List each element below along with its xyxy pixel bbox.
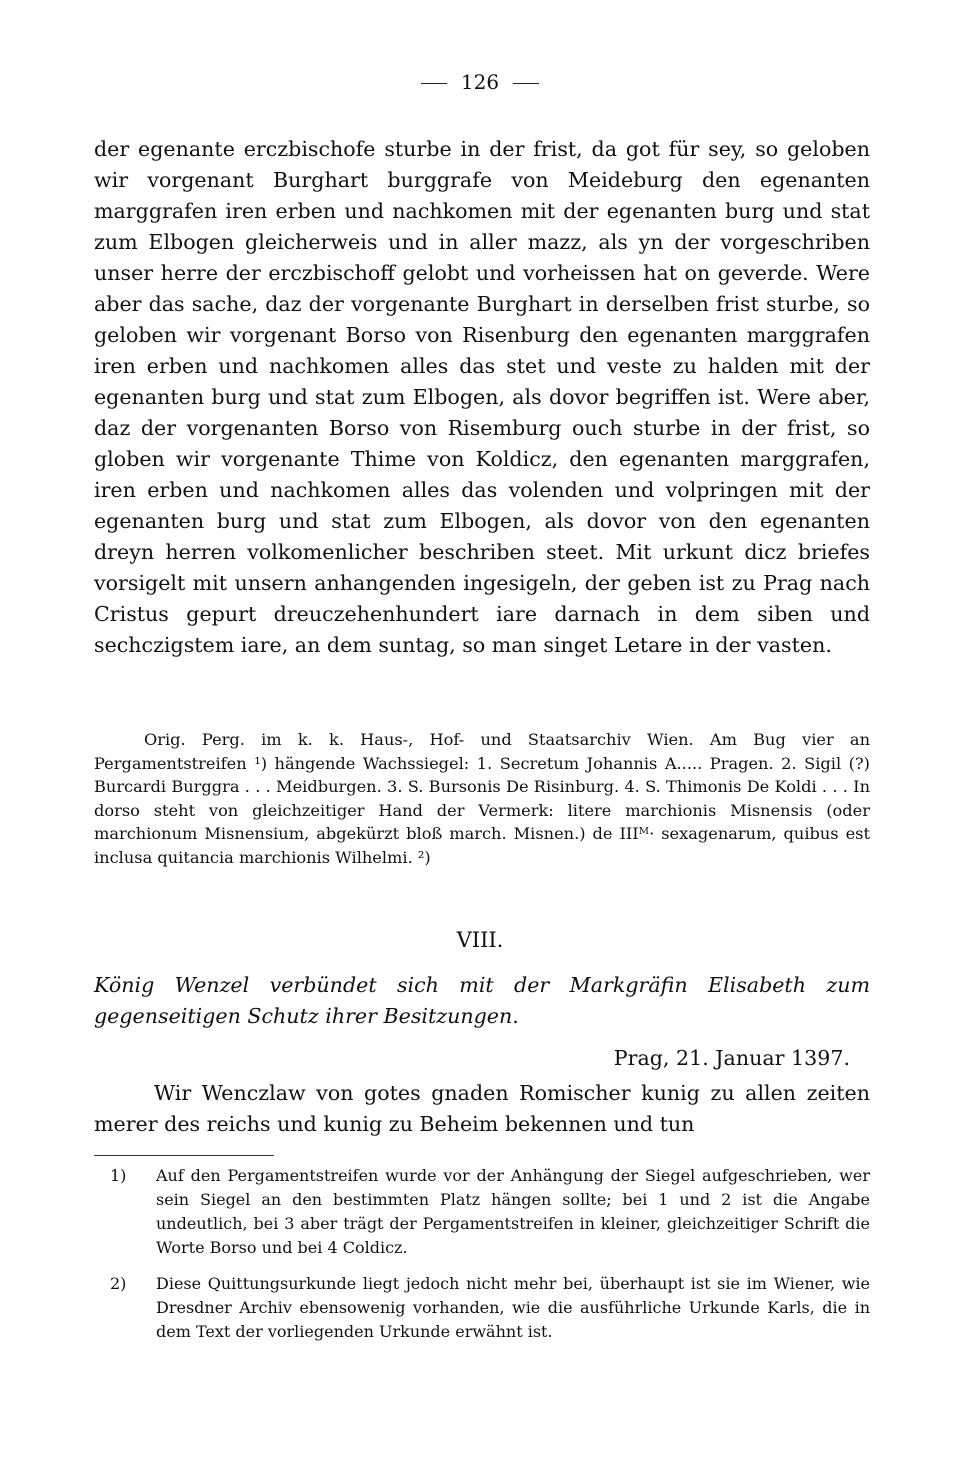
footnote-2 [110, 1272, 870, 1344]
place-date: Prag, 21. Januar 1397. [613, 1046, 850, 1070]
footnote-mark: 2) [110, 1274, 127, 1293]
main-paragraph: der egenante erczbischofe sturbe in der frist, da got für sey, so geloben wir vorgenant Burghart burggrafe von Meideburg den egenanten marggrafen iren erben und nachkomen mit der egenanten burg und stat zum Elbogen gleicherweis und in aller mazz, als yn der vorgeschriben unser herre der erczbischoff gelobt und vorheissen hat on geverde. Were aber das sache, daz der vorgenante Burghart in derselben frist sturbe, so geloben wir vorgenant Borso von Risenburg den egenanten marggrafen iren erben und nachkomen alles das stet und veste zu halden mit der egenanten burg und stat zum Elbogen, als dovor begriffen ist. Were aber, daz der vorgenanten Borso von Risemburg ouch sturbe in der frist, so globen wir vorgenante Thime von Koldicz, den egenanten marggrafen, iren erben und nachkomen alles das volenden und volpringen mit der egenanten burg und stat zum Elbogen, als dovor von den egenanten dreyn herren volkomenlicher beschriben steet. Mit urkunt dicz briefes vorsigelt mit unsern anhangenden ingesigeln, der geben ist zu Prag nach Cristus gepurt dreuczehenhundert iare darnach in dem siben und sechczigstem iare, an dem suntag, so man singet Letare in der vasten. [94, 137, 870, 657]
section-text-block [94, 1078, 870, 1140]
main-text-block [94, 134, 870, 661]
section-title: König Wenzel verbündet sich mit der Markgräfin Elisabeth zum gegenseitigen Schutz ihrer Besitzungen. [94, 973, 870, 1028]
footnote-text: Auf den Pergamentstreifen wurde vor der Anhängung der Siegel aufgeschrieben, wer sein Siegel an den bestimmten Platz hängen sollte; bei 1 und 2 ist die Angabe undeutlich, bei 3 aber trägt der Pergamentstreifen in kleiner, gleichzeitiger Schrift die Worte Borso und bei 4 Coldicz. [156, 1166, 870, 1257]
section-number: VIII. [456, 928, 504, 952]
source-note-text: Orig. Perg. im k. k. Haus-, Hof- und Staatsarchiv Wien. Am Bug vier an Pergamentstreifen ¹) hängende Wachssiegel: 1. Secretum Johannis A..... Pragen. 2. Sigil (?) Burcardi Burggra . . . Meidburgen. 3. S. Bursonis De Risinburg. 4. S. Thimonis De Koldi . . . In dorso steht von gleichzeitiger Hand der Vermerk: litere marchionis Misnensis (oder marchionum Misnensium, abgekürzt bloß march. Misnen.) de IIIᴹ· sexagenarum, quibus est inclusa quitancia marchionis Wilhelmi. ²) [94, 730, 870, 867]
section-paragraph: Wir Wenczlaw von gotes gnaden Romischer kunig zu allen zeiten merer des reichs und kunig zu Beheim bekennen und tun [94, 1081, 870, 1136]
footnote-text: Diese Quittungsurkunde liegt jedoch nicht mehr bei, überhaupt ist sie im Wiener, wie Dresdner Archiv ebensowenig vorhanden, wie die ausführliche Urkunde Karls, die in dem Text der vorliegenden Urkunde erwähnt ist. [156, 1274, 870, 1341]
page-header [0, 70, 960, 94]
page-number: 126 [460, 70, 500, 94]
header-dash-left [421, 83, 447, 84]
footnote-1 [110, 1164, 870, 1260]
footnote-rule [94, 1155, 274, 1156]
footnote-mark: 1) [110, 1166, 127, 1185]
header-dash-right [513, 83, 539, 84]
source-note [94, 728, 870, 870]
